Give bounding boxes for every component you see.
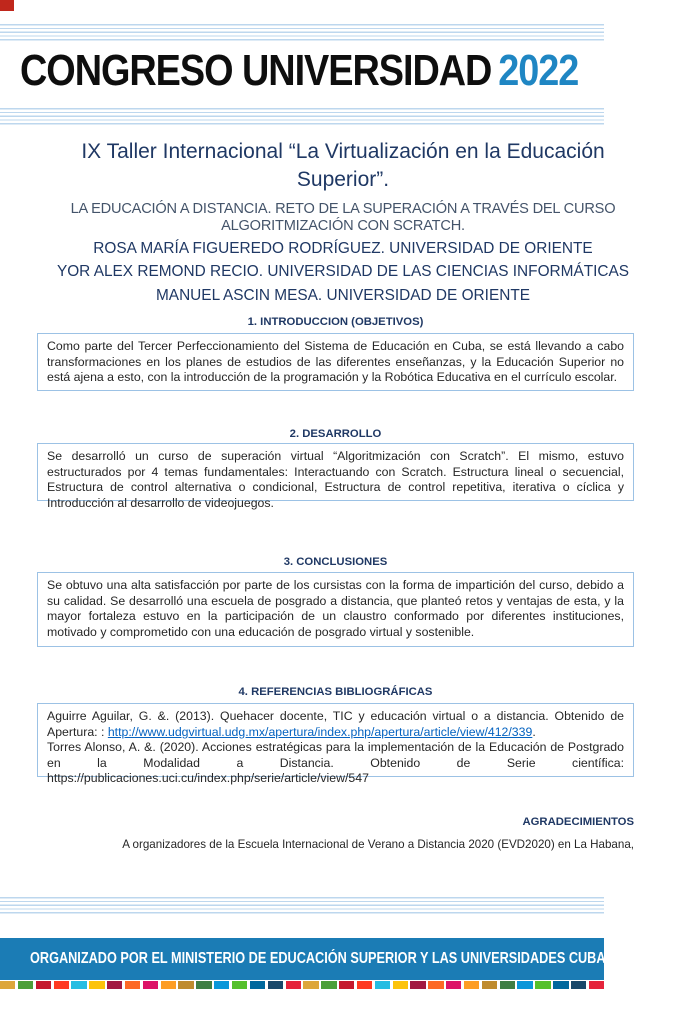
sdg-color-cell: [464, 981, 479, 989]
sdg-color-cell: [589, 981, 604, 989]
section-heading-introduccion: 1. INTRODUCCION (OBJETIVOS): [247, 316, 424, 328]
sdg-color-cell: [161, 981, 176, 989]
reference-entry: Torres Alonso, A. &. (2020). Acciones estratégicas para la implementación de la Educación de Postgrado en la Modalidad a Distancia. Obtenido de Serie científica: https://publicaciones.uci.cu/index.php/serie/article/view/547: [47, 740, 624, 786]
section-box-desarrollo: [37, 443, 634, 510]
sdg-strip: [0, 981, 604, 989]
sdg-color-cell: [107, 981, 122, 989]
section-box-introduccion: [37, 333, 634, 391]
sdg-color-cell: [393, 981, 408, 989]
organizer-bar-text: ORGANIZADO POR EL MINISTERIO DE EDUCACIÓN SUPERIOR Y LAS UNIVERSIDADES CUBANAS: [30, 950, 633, 967]
sdg-color-cell: [571, 981, 586, 989]
section-heading-desarrollo: 2. DESARROLLO: [289, 428, 382, 440]
section-heading-conclusiones: 3. CONCLUSIONES: [283, 556, 388, 568]
sdg-color-cell: [553, 981, 568, 989]
sdg-color-cell: [357, 981, 372, 989]
sdg-color-cell: [143, 981, 158, 989]
author-line: YOR ALEX REMOND RECIO. UNIVERSIDAD DE LAS CIENCIAS INFORMÁTICAS: [56, 263, 630, 281]
decorative-staff-lines-under-title: [0, 108, 604, 125]
sdg-color-cell: [54, 981, 69, 989]
reference-link[interactable]: http://www.udgvirtual.udg.mx/apertura/index.php/apertura/article/view/412/339: [107, 724, 533, 739]
sdg-color-cell: [89, 981, 104, 989]
sdg-color-cell: [196, 981, 211, 989]
section-body-text: Se obtuvo una alta satisfacción por parte de los cursistas con la forma de impartición del curso, debido a su calidad. Se desarrolló una escuela de posgrado a distancia, que planteó retos y ventajas de esta, y la mayor fortaleza estuvo en la participación de un claustro conformado por diferentes instituciones, motivado y comprometido con una educación de posgrado virtual y sostenible.: [47, 578, 624, 639]
sdg-color-cell: [517, 981, 532, 989]
section-body-text: Como parte del Tercer Perfeccionamiento del Sistema de Educación en Cuba, se está llevando a cabo transformaciones en los planes de estudios de las diferentes enseñanzas, y la Educación Superior no está ajena a esto, con la introducción de la programación y la Robótica Educativa en el currículo escolar.: [47, 339, 624, 385]
section-box-conclusiones: [37, 572, 634, 647]
decorative-staff-lines-top: [0, 24, 604, 41]
event-title-line: IX Taller Internacional “La Virtualización en la Educación: [81, 140, 605, 163]
section-body-text: Se desarrolló un curso de superación virtual “Algoritmización con Scratch”. El mismo, estuvo estructurados por 4 temas fundamentales: Interactuando con Scratch. Estructura lineal o secuencial, Estructura de control alternativa o condicional, Estructura de control repetitiva, iterativa o cíclica y Introducción al desarrollo de videojuegos.: [47, 449, 624, 510]
congress-masthead: [20, 46, 579, 95]
sdg-color-cell: [125, 981, 140, 989]
sdg-color-cell: [446, 981, 461, 989]
event-title: [0, 138, 686, 193]
sdg-color-cell: [214, 981, 229, 989]
sdg-color-cell: [482, 981, 497, 989]
organizer-bar: [0, 938, 633, 980]
sdg-color-cell: [303, 981, 318, 989]
sdg-color-cell: [535, 981, 550, 989]
authors-list: [0, 237, 686, 307]
sdg-color-cell: [410, 981, 425, 989]
reference-entry: [47, 709, 624, 740]
sdg-color-cell: [71, 981, 86, 989]
sdg-color-cell: [178, 981, 193, 989]
section-box-referencias: [37, 703, 634, 786]
sdg-color-cell: [232, 981, 247, 989]
sdg-color-cell: [36, 981, 51, 989]
corner-red-mark: [0, 0, 14, 11]
acknowledgements: [37, 816, 634, 851]
decorative-staff-lines-bottom: [0, 897, 604, 914]
sdg-color-cell: [0, 981, 15, 989]
sdg-color-cell: [250, 981, 265, 989]
event-title-line: Superior”.: [296, 167, 390, 191]
acknowledgements-heading: AGRADECIMIENTOS: [522, 816, 634, 828]
sdg-color-cell: [268, 981, 283, 989]
sdg-color-cell: [321, 981, 336, 989]
author-line: ROSA MARÍA FIGUEREDO RODRÍGUEZ. UNIVERSIDAD DE ORIENTE: [93, 240, 593, 257]
paper-subtitle-line: LA EDUCACIÓN A DISTANCIA. RETO DE LA SUPERACIÓN A TRAVÉS DEL CURSO: [70, 201, 616, 217]
paper-subtitle: [0, 201, 686, 235]
author-line: MANUEL ASCIN MESA. UNIVERSIDAD DE ORIENTE: [155, 286, 530, 304]
sdg-color-cell: [375, 981, 390, 989]
paper-subtitle-line: ALGORITMIZACIÓN CON SCRATCH.: [221, 217, 465, 234]
sdg-color-cell: [286, 981, 301, 989]
acknowledgements-text: A organizadores de la Escuela Internacional de Verano a Distancia 2020 (EVD2020) en La Habana,: [122, 838, 634, 851]
sdg-color-cell: [339, 981, 354, 989]
sdg-color-cell: [500, 981, 515, 989]
section-heading-referencias: 4. REFERENCIAS BIBLIOGRÁFICAS: [238, 686, 433, 698]
reference-entry-period: .: [532, 724, 536, 739]
sdg-color-cell: [428, 981, 443, 989]
reference-entry-text: Aguirre Aguilar, G. &. (2013). Quehacer docente, TIC y educación virtual o a distancia. Obtenido de Apertura: :: [47, 709, 624, 739]
masthead-year: 2022: [498, 46, 579, 95]
masthead-title: CONGRESO UNIVERSIDAD: [20, 46, 492, 95]
sdg-color-cell: [18, 981, 33, 989]
